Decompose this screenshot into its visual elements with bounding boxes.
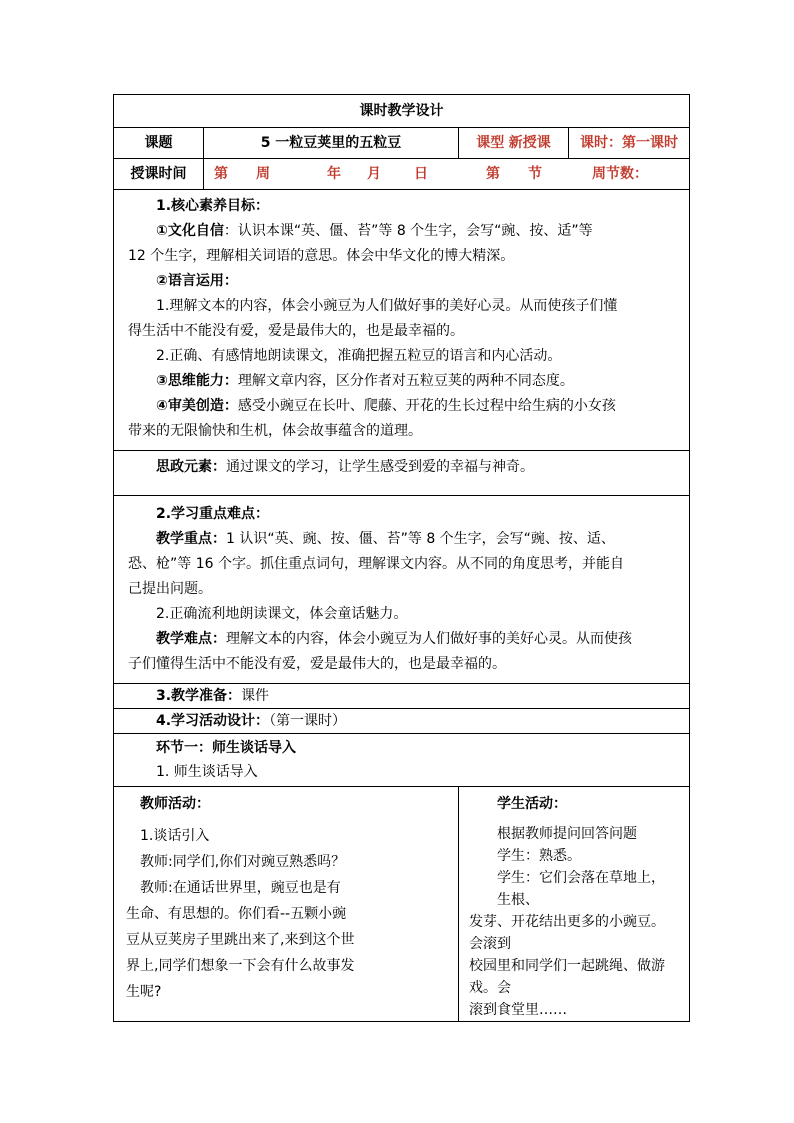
segment-section	[114, 734, 690, 787]
goal-language-1a: 1.理解文本的内容，体会小豌豆为人们做好事的美好心灵。从而使孩子们懂	[156, 298, 618, 314]
segment-item: 1. 师生谈话导入	[156, 764, 258, 780]
goal-culture-label: ①文化自信	[156, 223, 224, 239]
goal-language-1b: 得生活中不能没有爱，爱是最伟大的，也是最幸福的。	[128, 323, 464, 339]
student-line-6: 滚到食堂里……	[469, 1002, 567, 1018]
teacher-line-2: 教师:同学们,你们对豌豆熟悉吗？	[140, 854, 346, 870]
goal-aesthetic-text-1: 感受小豌豆在长叶、爬藤、开花的生长过程中给生病的小女孩	[237, 398, 616, 414]
goal-thinking-text: 理解文章内容，区分作者对五粒豆荚的两种不同态度。	[237, 373, 574, 389]
teacher-line-6: 界上,同学们想象一下会有什么故事发	[126, 958, 355, 974]
student-line-2: 学生：熟悉。	[497, 848, 581, 864]
goal-aesthetic-label: ④审美创造：	[156, 398, 238, 414]
student-line-1: 根据教师提问回答问题	[497, 826, 637, 842]
focus-label: 教学重点：	[156, 531, 226, 547]
teacher-line-1: 1.谈话引入	[140, 828, 210, 844]
time-section: 第 节	[486, 166, 542, 182]
teacher-activity-cell	[114, 787, 459, 1022]
student-line-4: 发芽、开花结出更多的小豌豆。会滚到	[469, 914, 665, 952]
activity-design-section	[114, 709, 690, 734]
key-points-heading: 2.学习重点难点：	[156, 506, 270, 522]
difficulty-label: 教学难点：	[156, 631, 226, 647]
goal-language-2: 2.正确、有感情地朗读课文，准确把握五粒豆的语言和内心活动。	[156, 348, 562, 364]
key-points-section	[114, 496, 690, 684]
student-line-5: 校园里和同学们一起跳绳、做游戏。会	[469, 958, 665, 996]
lesson-plan-page	[113, 94, 689, 1022]
goal-culture-line-2: 12 个生字，理解相关词语的意思。体会中华文化的博大精深。	[128, 248, 515, 264]
difficulty-line-2: 子们懂得生活中不能没有爱，爱是最伟大的，也是最幸福的。	[128, 656, 506, 672]
time-value	[204, 159, 690, 190]
lesson-type-value: 新授课	[508, 135, 551, 151]
lesson-plan-table	[113, 94, 690, 1022]
ideology-line	[114, 455, 689, 480]
goal-thinking	[114, 369, 689, 394]
time-week-count: 周节数：	[592, 166, 648, 182]
difficulty-text-1: 理解文本的内容，体会小豌豆为人们做好事的美好心灵。从而使孩	[226, 631, 632, 647]
table-title: 课时教学设计	[114, 95, 690, 128]
time-month: 月	[367, 166, 381, 182]
difficulty-line-1	[114, 627, 689, 652]
preparation-section	[114, 684, 690, 709]
student-activity-cell	[459, 787, 690, 1022]
activity-design-label: 4.学习活动设计：	[156, 713, 270, 729]
student-heading: 学生活动：	[497, 796, 567, 812]
topic-label: 课题	[114, 128, 204, 159]
teacher-line-5: 豆从豆荚房子里跳出来了,来到这个世	[126, 932, 355, 948]
teacher-line-4: 生命、有思想的。你们看--五颗小豌	[126, 906, 347, 922]
time-label: 授课时间	[114, 159, 204, 190]
ideology-label: 思政元素：	[156, 459, 226, 475]
focus-line-4: 2.正确流利地朗读课文，体会童话魅力。	[156, 606, 408, 622]
lesson-type-label: 课型	[476, 135, 505, 151]
preparation-line	[114, 684, 689, 708]
focus-line-3: 己提出问题。	[128, 581, 212, 597]
preparation-label: 3.教学准备：	[156, 688, 242, 704]
student-line-3: 学生：它们会落在草地上，生根、	[497, 870, 665, 908]
ideology-section	[114, 451, 690, 496]
topic-value: 5 一粒豆荚里的五粒豆	[204, 128, 459, 159]
teacher-line-3: 教师:在通话世界里，豌豆也是有	[140, 880, 341, 896]
focus-text-1: 1 认识“英、豌、按、僵、苔”等 8 个生字，会写“豌、按、适、	[226, 531, 615, 547]
goal-thinking-label: ③思维能力：	[156, 373, 238, 389]
goal-culture	[114, 219, 689, 244]
ideology-text: 通过课文的学习，让学生感受到爱的幸福与神奇。	[226, 459, 534, 475]
focus-line-1	[114, 527, 689, 552]
activity-design-line	[114, 709, 689, 733]
goal-aesthetic	[114, 394, 689, 419]
goals-section	[114, 190, 690, 451]
time-week: 第 周	[214, 166, 270, 182]
time-day: 日	[414, 166, 428, 182]
lesson-type	[459, 128, 569, 159]
teacher-heading: 教师活动：	[140, 796, 210, 812]
teacher-line-7: 生呢?	[126, 984, 162, 1000]
focus-line-2: 恐、枪”等 16 个字。抓住重点词句，理解课文内容。从不同的角度思考，并能自	[128, 556, 624, 572]
preparation-value: 课件	[241, 688, 270, 704]
segment-title: 环节一：师生谈话导入	[156, 740, 296, 756]
goal-aesthetic-line-2: 带来的无限愉快和生机，体会故事蕴含的道理。	[128, 423, 422, 439]
activity-design-value: （第一课时）	[269, 713, 347, 729]
time-year: 年	[327, 166, 341, 182]
lesson-period: 课时：第一课时	[569, 128, 690, 159]
goal-language-label: ②语言运用：	[156, 273, 238, 289]
goal-culture-text-1: ：认识本课“英、僵、苔”等 8 个生字，会写“豌、按、适”等	[223, 223, 593, 239]
goals-heading: 1.核心素养目标：	[156, 198, 270, 214]
